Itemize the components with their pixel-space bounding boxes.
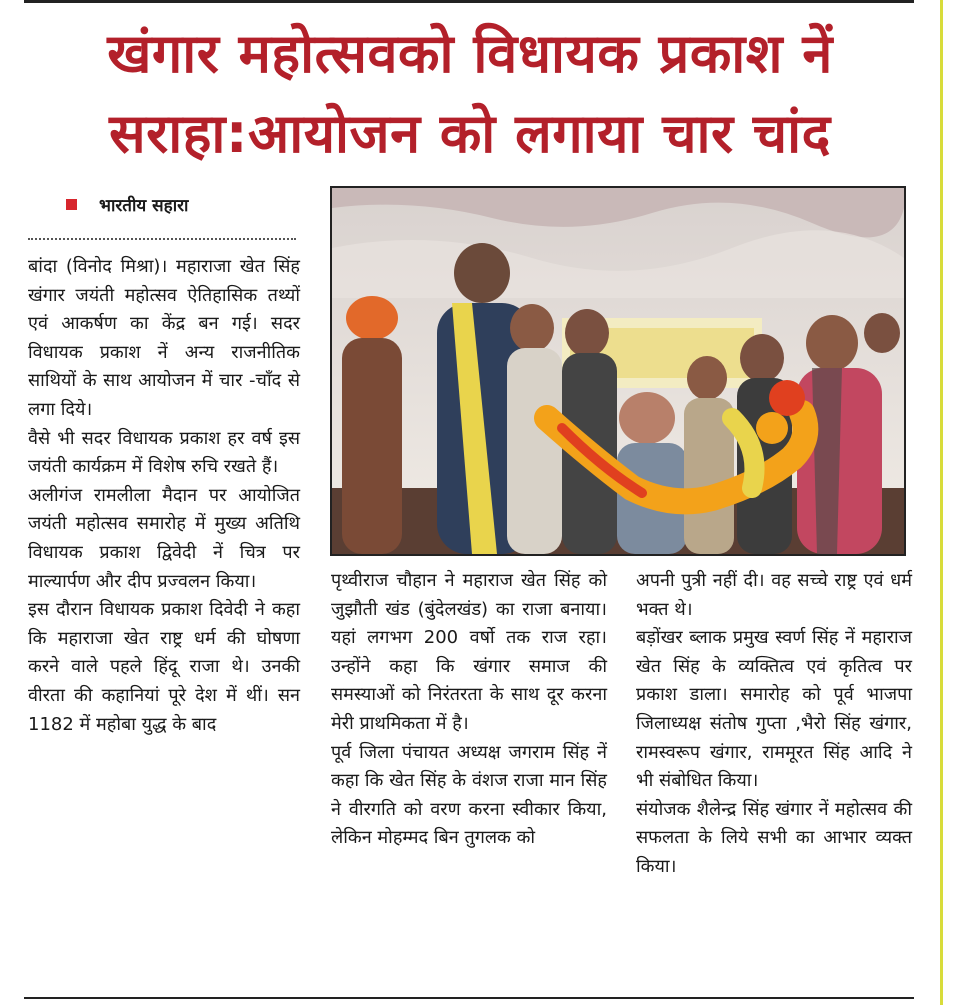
paragraph: संयोजक शैलेन्द्र सिंह खंगार नें महोत्सव की सफलता के लिये सभी का आभार व्यक्त किया।	[636, 798, 912, 877]
paragraph: वैसे भी सदर विधायक प्रकाश हर वर्ष इस जयंती कार्यक्रम में विशेष रुचि रखते हैं।	[28, 427, 300, 478]
paragraph: बड़ोंखर ब्लाक प्रमुख स्वर्ण सिंह नें महाराज खेत सिंह के व्यक्तित्व एवं कृतित्व पर प्रकाश डाला। समारोह को पूर्व भाजपा जिलाध्यक्ष संतोष गुप्ता ,भैरो सिंह खंगार, रामस्वरूप खंगार, राममूरत सिंह आदि ने भी संबोधित किया।	[636, 627, 912, 792]
page-edge-strip	[940, 0, 943, 1005]
paragraph: पूर्व जिला पंचायत अध्यक्ष जगराम सिंह नें कहा कि खेत सिंह के वंशज राजा मान सिंह ने वीरगति को वरण करना स्वीकार किया, लेकिन मोहम्मद बिन तुगलक को	[331, 741, 607, 849]
event-photo-illustration	[332, 188, 904, 554]
event-photo	[330, 186, 906, 556]
article-column-2	[331, 567, 607, 853]
source-name: भारतीय सहारा	[99, 195, 189, 216]
headline: खंगार महोत्सवको विधायक प्रकाश नें सराहा:आयोजन को लगाया चार चांद	[107, 22, 833, 165]
dotted-divider	[28, 238, 296, 240]
bottom-rule	[24, 997, 914, 999]
article-column-1	[28, 253, 300, 739]
paragraph: अपनी पुत्री नहीं दी। वह सच्चे राष्ट्र एवं धर्म भक्त थे।	[636, 570, 912, 620]
source-byline	[66, 190, 188, 218]
article-column-3	[636, 567, 912, 882]
paragraph: पृथ्वीराज चौहान ने महाराज खेत सिंह को जुझौती खंड (बुंदेलखंड) का राजा बनाया। यहां लगभग 200 वर्षो तक राज रहा। उन्होंने कहा कि खंगार समाज की समस्याओं को निरंतरता के साथ दूर करना मेरी प्राथमिकता में है।	[331, 570, 607, 734]
red-square-icon	[66, 199, 77, 210]
paragraph: अलीगंज रामलीला मैदान पर आयोजित जयंती महोत्सव समारोह में मुख्य अतिथि विधायक प्रकाश द्विवेदी नें चित्र पर माल्यार्पण और दीप प्रज्वलन किया।	[28, 484, 300, 592]
paragraph: इस दौरान विधायक प्रकाश दिवेदी ने कहा कि महाराजा खेत राष्ट्र धर्म की घोषणा करने वाले पहले हिंदू राजा थे। उनकी वीरता की कहानियां पूरे देश में थीं। सन 1182 में महोबा युद्ध के बाद	[28, 599, 300, 735]
top-rule	[24, 0, 914, 3]
paragraph: बांदा (विनोद मिश्रा)। महाराजा खेत सिंह खंगार जयंती महोत्सव ऐतिहासिक तथ्यों एवं आकर्षण का केंद्र बन गई। सदर विधायक प्रकाश नें अन्य राजनीतिक साथियों के साथ आयोजन में चार -चाँद से लगा दिये।	[28, 256, 300, 420]
